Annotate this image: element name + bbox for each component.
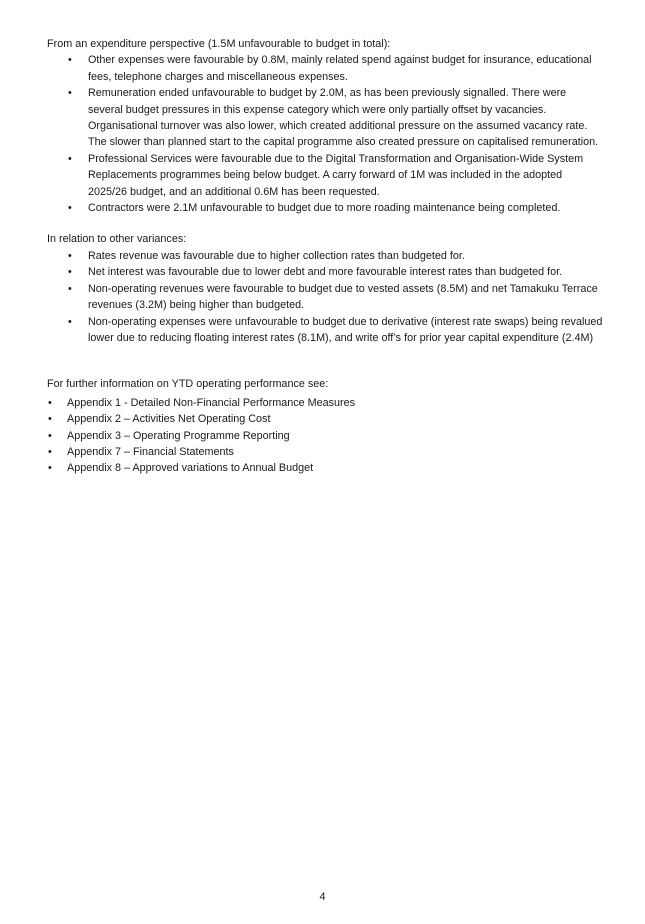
list-item: • Appendix 7 – Financial Statements (47, 444, 603, 460)
list-item: • Contractors were 2.1M unfavourable to budget due to more roading maintenance being completed. (47, 200, 603, 216)
section-variances (47, 231, 603, 346)
appendix-list (47, 395, 603, 477)
list-item: • Appendix 2 – Activities Net Operating Cost (47, 411, 603, 427)
section-further-info (47, 376, 603, 476)
section-intro: From an expenditure perspective (1.5M unfavourable to budget in total): (47, 38, 391, 50)
list-item: • Rates revenue was favourable due to higher collection rates than budgeted for. (47, 248, 603, 264)
bullet-list (47, 248, 603, 346)
list-item: • Other expenses were favourable by 0.8M, mainly related spend against budget for insurance, educational fees, telephone charges and miscellaneous expenses. (47, 52, 603, 85)
bullet-list (47, 52, 603, 216)
list-item: • Professional Services were favourable due to the Digital Transformation and Organisation-Wide System Replacements programmes being below budget. A carry forward of 1M was included in the adopted 2025/26 budget, and an additional 0.6M has been requested. (47, 151, 603, 200)
list-item: • Appendix 3 – Operating Programme Reporting (47, 428, 603, 444)
list-item: • Appendix 1 - Detailed Non-Financial Performance Measures (47, 395, 603, 411)
page-number: 4 (319, 891, 326, 903)
section-expenditure (47, 36, 603, 216)
section-intro: For further information on YTD operating performance see: (47, 378, 329, 391)
list-item: • Net interest was favourable due to lower debt and more favourable interest rates than budgeted for. (47, 264, 603, 280)
section-intro: In relation to other variances: (47, 233, 187, 246)
list-item: • Remuneration ended unfavourable to budget by 2.0M, as has been previously signalled. There were several budget pressures in this expense category which were only partially offset by vacancies. Organisational turnover was also lower, which created additional pressure on the assumed vacancy rate. The slower than planned start to the capital programme also created pressure on capitalised remuneration. (47, 85, 603, 151)
list-item: • Non-operating expenses were unfavourable to budget due to derivative (interest rate swaps) being revalued lower due to reducing floating interest rates (8.1M), and write off’s for prior year capital expenditure (2.4M) (47, 314, 603, 347)
list-item: • Non-operating revenues were favourable to budget due to vested assets (8.5M) and net Tamakuku Terrace revenues (3.2M) being higher than budgeted. (47, 281, 603, 314)
list-item: • Appendix 8 – Approved variations to Annual Budget (47, 460, 603, 476)
